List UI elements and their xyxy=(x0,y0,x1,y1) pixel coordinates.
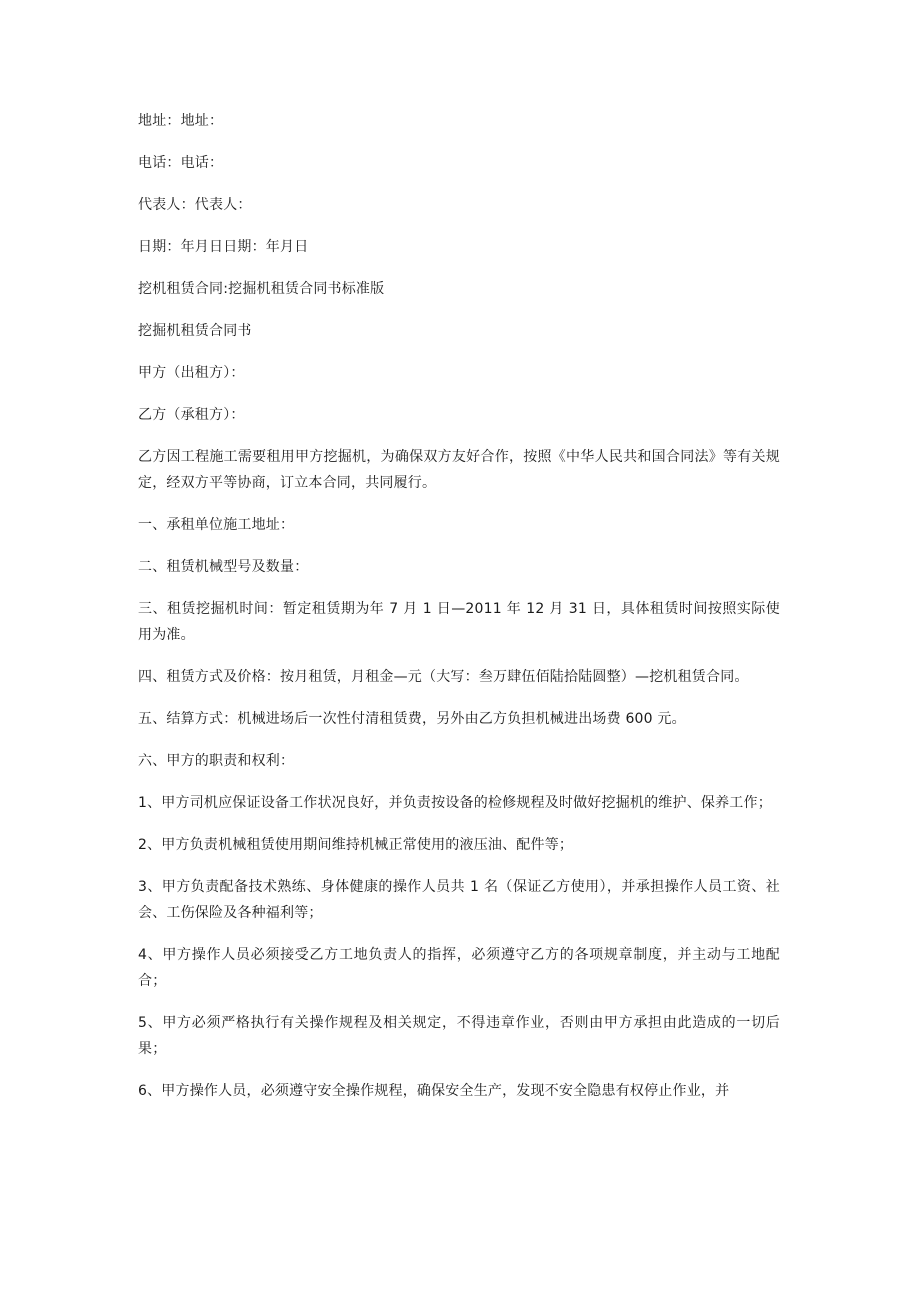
phone-line: 电话：电话： xyxy=(138,155,224,171)
clause-6: 六、甲方的职责和权利： xyxy=(138,753,295,769)
duty-item-2: 2、甲方负责机械租赁使用期间维持机械正常使用的液压油、配件等； xyxy=(138,837,574,853)
duty-item-3: 3、甲方负责配备技术熟练、身体健康的操作人员共 1 名（保证乙方使用），并承担操作人员工资、社会、工伤保险及各种福利等； xyxy=(138,879,780,921)
contract-title: 挖掘机租赁合同书 xyxy=(138,323,252,339)
contract-heading: 挖机租赁合同:挖掘机租赁合同书标准版 xyxy=(138,281,385,297)
date-line: 日期：年月日日期：年月日 xyxy=(138,239,309,255)
party-a-line: 甲方（出租方）： xyxy=(138,365,245,381)
duty-item-5: 5、甲方必须严格执行有关操作规程及相关规定，不得违章作业，否则由甲方承担由此造成的一切后果； xyxy=(138,1015,780,1057)
duty-item-6: 6、甲方操作人员，必须遵守安全操作规程，确保安全生产，发现不安全隐患有权停止作业，并 xyxy=(138,1083,730,1099)
clause-5: 五、结算方式：机械进场后一次性付清租赁费，另外由乙方负担机械进出场费 600 元。 xyxy=(138,711,686,727)
duty-item-1: 1、甲方司机应保证设备工作状况良好，并负责按设备的检修规程及时做好挖掘机的维护、保养工作； xyxy=(138,795,772,811)
party-b-line: 乙方（承租方）： xyxy=(138,407,245,423)
duty-item-4: 4、甲方操作人员必须接受乙方工地负责人的指挥，必须遵守乙方的各项规章制度，并主动与工地配合； xyxy=(138,947,780,989)
clause-3: 三、租赁挖掘机时间：暂定租赁期为年 7 月 1 日—2011 年 12 月 31 日，具体租赁时间按照实际使用为准。 xyxy=(138,601,780,643)
clause-2: 二、租赁机械型号及数量： xyxy=(138,559,309,575)
document-body xyxy=(138,108,780,1120)
clause-1: 一、承租单位施工地址： xyxy=(138,517,295,533)
preamble-paragraph: 乙方因工程施工需要租用甲方挖掘机，为确保双方友好合作，按照《中华人民共和国合同法》等有关规定，经双方平等协商，订立本合同，共同履行。 xyxy=(138,449,780,491)
representative-line: 代表人：代表人： xyxy=(138,197,252,213)
address-line: 地址：地址： xyxy=(138,113,224,129)
clause-4: 四、租赁方式及价格：按月租赁，月租金—元（大写：叁万肆伍佰陆拾陆圆整）—挖机租赁合同。 xyxy=(138,669,749,685)
